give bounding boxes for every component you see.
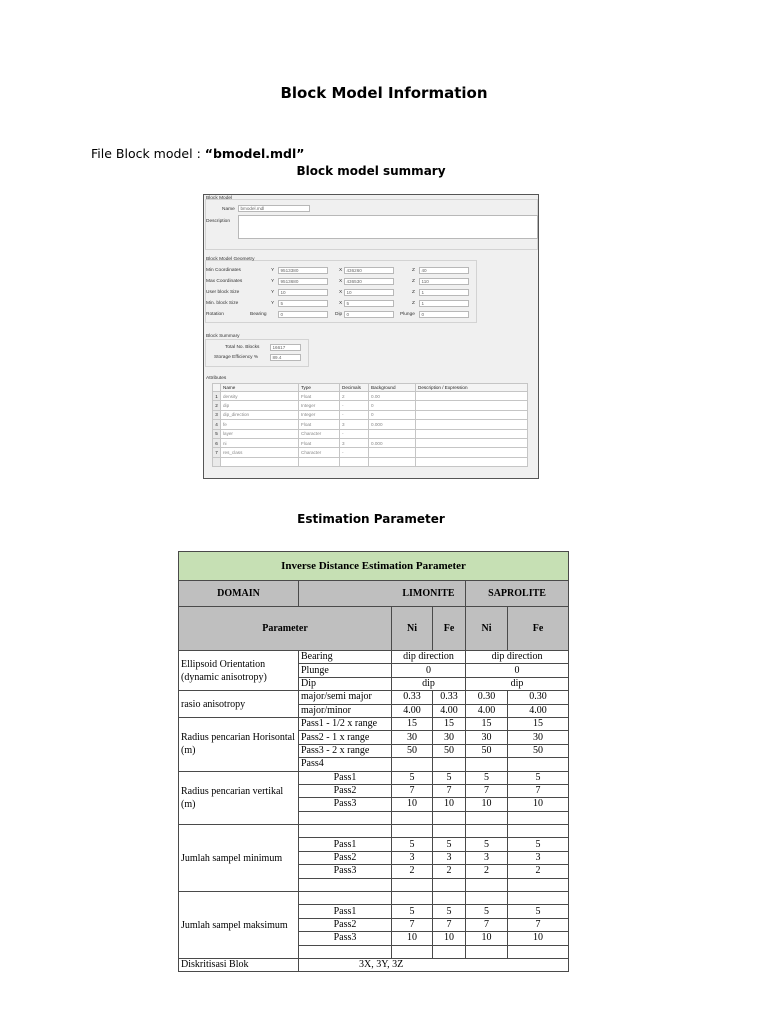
saprolite-fe-value <box>508 892 569 905</box>
attributes-label: Attributes <box>206 376 227 381</box>
attributes-table <box>212 383 528 467</box>
limonite-fe-value: 30 <box>433 731 466 744</box>
saprolite-ni-value <box>466 892 508 905</box>
attribute-name: ni <box>221 438 299 447</box>
saprolite-fe-value: 7 <box>508 784 569 797</box>
attribute-background: 0 <box>369 410 416 419</box>
saprolite-fe-value: 4.00 <box>508 704 569 717</box>
attribute-decimals: - <box>340 448 369 457</box>
x-axis-label: X <box>339 290 343 295</box>
parameter-sub: Pass1 <box>299 771 392 784</box>
estimation-title-row <box>179 552 569 581</box>
summary-title: Block model summary <box>296 164 446 178</box>
attribute-row[interactable] <box>213 401 528 410</box>
attribute-name: fe <box>221 420 299 429</box>
attribute-description <box>416 410 528 419</box>
x-value-field[interactable]: 0 <box>344 311 394 318</box>
storage-field[interactable]: 89.4 <box>270 354 301 361</box>
limonite-fe-value <box>433 878 466 891</box>
parameter-sub: Pass4 <box>299 758 392 771</box>
attribute-decimals: - <box>340 429 369 438</box>
attribute-description <box>416 448 528 457</box>
limonite-ni-value: 5 <box>392 771 433 784</box>
limonite-ni-value: 0.33 <box>392 691 433 704</box>
attribute-empty-cell <box>299 457 340 466</box>
attribute-row[interactable] <box>213 420 528 429</box>
saprolite-fe-value: 3 <box>508 851 569 864</box>
limonite-fe-value: 50 <box>433 744 466 757</box>
name-field[interactable]: bmodel.mdl <box>238 205 310 212</box>
y-value-field[interactable]: 10 <box>278 289 328 296</box>
z-axis-label: Z <box>412 301 415 306</box>
z-value-field[interactable]: 1 <box>419 300 469 307</box>
y-axis-label: Y <box>271 290 275 295</box>
y-value-field[interactable]: 0 <box>278 311 328 318</box>
saprolite-ni-value: 30 <box>466 731 508 744</box>
limonite-ni-value: 10 <box>392 932 433 945</box>
saprolite-fe-value <box>508 945 569 958</box>
geometry-row-label: Min. block Size <box>206 301 239 306</box>
saprolite-ni-value <box>466 811 508 824</box>
limonite-fe-value <box>433 945 466 958</box>
limonite-fe-value: 3 <box>433 851 466 864</box>
limonite-fe-value <box>433 811 466 824</box>
limonite-ni-value: 7 <box>392 784 433 797</box>
x-value-field[interactable]: 5 <box>344 300 394 307</box>
saprolite-value: 0 <box>466 664 569 677</box>
limonite-ni-value: 50 <box>392 744 433 757</box>
max-sample-row <box>179 892 569 905</box>
saprolite-fe-value: 10 <box>508 798 569 811</box>
attribute-background: 0.000 <box>369 438 416 447</box>
parameter-sub <box>299 825 392 838</box>
attribute-row[interactable] <box>213 429 528 438</box>
parameter-sub: Pass2 - 1 x range <box>299 731 392 744</box>
x-value-field[interactable]: 436530 <box>344 278 394 285</box>
attribute-row[interactable] <box>213 410 528 419</box>
attribute-empty-cell <box>221 457 299 466</box>
parameter-sub <box>299 811 392 824</box>
saprolite-ni-value <box>466 758 508 771</box>
attribute-empty-cell <box>369 457 416 466</box>
parameter-sub: Pass2 <box>299 784 392 797</box>
domain-label: DOMAIN <box>179 581 299 607</box>
max-sample-label: Jumlah sampel maksimum <box>179 892 299 959</box>
saprolite-fe-value: 5 <box>508 838 569 851</box>
min-sample-row <box>179 825 569 838</box>
attributes-header-row <box>213 384 528 392</box>
attribute-name: layer <box>221 429 299 438</box>
saprolite-value: dip direction <box>466 651 569 664</box>
estimation-table-title: Inverse Distance Estimation Parameter <box>179 552 569 581</box>
page-title: Block Model Information <box>280 84 488 102</box>
parameter-sub: Pass3 <box>299 932 392 945</box>
z-value-field[interactable]: 110 <box>419 278 469 285</box>
limonite-fe-value: 15 <box>433 717 466 730</box>
limonite-fe-value: 10 <box>433 932 466 945</box>
attribute-background <box>369 429 416 438</box>
domain-spacer <box>299 581 392 607</box>
estimation-table <box>178 551 569 972</box>
saprolite-fe-value: 50 <box>508 744 569 757</box>
attribute-index: 2 <box>213 401 221 410</box>
x-axis-label: X <box>339 301 343 306</box>
attribute-name: density <box>221 392 299 401</box>
limonite-ni-value <box>392 825 433 838</box>
parameter-sub: Pass1 <box>299 838 392 851</box>
rasio-anisotropy-label: rasio anisotropy <box>179 691 299 718</box>
limonite-fe-value: 10 <box>433 798 466 811</box>
y-value-field[interactable]: 9513680 <box>278 278 328 285</box>
attribute-type: Integer <box>299 410 340 419</box>
estimation-title: Estimation Parameter <box>297 512 445 526</box>
limonite-ni-value: 5 <box>392 838 433 851</box>
saprolite-header: SAPROLITE <box>466 581 569 607</box>
geometry-row-label: Max Coordinates <box>206 279 243 284</box>
saprolite-ni-value: 15 <box>466 717 508 730</box>
saprolite-fe-header: Fe <box>508 607 569 651</box>
attribute-row[interactable] <box>213 392 528 401</box>
limonite-ni-value: 5 <box>392 905 433 918</box>
limonite-ni-value <box>392 945 433 958</box>
saprolite-fe-value: 2 <box>508 865 569 878</box>
parameter-row <box>179 607 569 651</box>
attribute-description <box>416 429 528 438</box>
limonite-fe-value: 7 <box>433 784 466 797</box>
attribute-name: dip <box>221 401 299 410</box>
saprolite-fe-value <box>508 811 569 824</box>
saprolite-ni-value <box>466 825 508 838</box>
limonite-fe-header: Fe <box>433 607 466 651</box>
attribute-empty-cell <box>416 457 528 466</box>
saprolite-ni-value: 2 <box>466 865 508 878</box>
parameter-sub: Pass3 - 2 x range <box>299 744 392 757</box>
saprolite-fe-value: 5 <box>508 771 569 784</box>
domain-row <box>179 581 569 607</box>
y-value-field[interactable]: 9513380 <box>278 267 328 274</box>
saprolite-fe-value: 10 <box>508 932 569 945</box>
parameter-sub <box>299 945 392 958</box>
attribute-type: Float <box>299 392 340 401</box>
limonite-fe-value: 2 <box>433 865 466 878</box>
radius-horizontal-row <box>179 717 569 730</box>
attr-header-type[interactable]: Type <box>299 384 340 392</box>
attribute-description <box>416 401 528 410</box>
limonite-fe-value: 4.00 <box>433 704 466 717</box>
parameter-sub: major/minor <box>299 704 392 717</box>
saprolite-ni-value: 7 <box>466 784 508 797</box>
limonite-ni-header: Ni <box>392 607 433 651</box>
attributes-body <box>213 392 528 467</box>
x-value-field[interactable]: 10 <box>344 289 394 296</box>
attribute-description <box>416 392 528 401</box>
attribute-decimals: 3 <box>340 420 369 429</box>
attribute-decimals: - <box>340 410 369 419</box>
attribute-type: Float <box>299 438 340 447</box>
saprolite-value: dip <box>466 677 569 690</box>
attribute-description <box>416 438 528 447</box>
limonite-ni-value <box>392 878 433 891</box>
z-axis-label: Z <box>412 279 415 284</box>
attribute-name: dip_direction <box>221 410 299 419</box>
limonite-fe-value <box>433 758 466 771</box>
attribute-index: 5 <box>213 429 221 438</box>
attribute-index: 7 <box>213 448 221 457</box>
attribute-type: Integer <box>299 401 340 410</box>
x-axis-label: X <box>339 268 343 273</box>
ellipsoid-label: Ellipsoid Orientation (dynamic anisotropy) <box>179 651 299 691</box>
file-name: “bmodel.mdl” <box>204 146 305 161</box>
total-blocks-field[interactable]: 16617 <box>270 344 301 351</box>
x-axis-label: X <box>339 279 343 284</box>
diskritisasi-label: Diskritisasi Blok <box>179 958 299 971</box>
saprolite-ni-value: 5 <box>466 838 508 851</box>
attr-header-description[interactable]: Description / Expression <box>416 384 528 392</box>
limonite-value: dip direction <box>392 651 466 664</box>
radius-horizontal-label: Radius pencarian Horisontal (m) <box>179 717 299 771</box>
limonite-fe-value: 0.33 <box>433 691 466 704</box>
attribute-decimals: - <box>340 401 369 410</box>
attr-header-index <box>213 384 221 392</box>
y-axis-label: Y <box>271 268 275 273</box>
parameter-label: Parameter <box>179 607 392 651</box>
attribute-background: 0 <box>369 401 416 410</box>
ellipsoid-row <box>179 651 569 664</box>
attribute-background: 0.00 <box>369 392 416 401</box>
saprolite-ni-value: 3 <box>466 851 508 864</box>
y-value-field[interactable]: 5 <box>278 300 328 307</box>
x-value-field[interactable]: 436260 <box>344 267 394 274</box>
limonite-fe-value: 5 <box>433 838 466 851</box>
radius-vertical-row <box>179 771 569 784</box>
saprolite-ni-value: 4.00 <box>466 704 508 717</box>
parameter-sub <box>299 878 392 891</box>
limonite-header: LIMONITE <box>392 581 466 607</box>
attribute-empty-row <box>213 457 528 466</box>
file-line <box>91 146 304 161</box>
description-label: Description <box>206 219 230 224</box>
attribute-background: 0.000 <box>369 420 416 429</box>
saprolite-ni-value: 5 <box>466 905 508 918</box>
parameter-sub: Pass1 - 1/2 x range <box>299 717 392 730</box>
saprolite-ni-value: 50 <box>466 744 508 757</box>
z-value-field[interactable]: 0 <box>419 311 469 318</box>
attribute-empty-cell <box>213 457 221 466</box>
parameter-sub: Dip <box>299 677 392 690</box>
attribute-row[interactable] <box>213 448 528 457</box>
saprolite-ni-value: 10 <box>466 932 508 945</box>
saprolite-ni-header: Ni <box>466 607 508 651</box>
limonite-fe-value <box>433 825 466 838</box>
limonite-fe-value: 7 <box>433 918 466 931</box>
parameter-sub: Pass1 <box>299 905 392 918</box>
saprolite-ni-value: 5 <box>466 771 508 784</box>
attribute-background <box>369 448 416 457</box>
attribute-description <box>416 420 528 429</box>
limonite-fe-value <box>433 892 466 905</box>
attribute-decimals: 3 <box>340 438 369 447</box>
attr-header-name[interactable]: Name <box>221 384 299 392</box>
attribute-decimals: 2 <box>340 392 369 401</box>
limonite-ni-value: 15 <box>392 717 433 730</box>
attribute-type: Character <box>299 429 340 438</box>
name-label: Name <box>222 207 235 212</box>
file-label: File Block model : <box>91 146 205 161</box>
limonite-ni-value: 10 <box>392 798 433 811</box>
z-value-field[interactable]: 40 <box>419 267 469 274</box>
limonite-ni-value: 30 <box>392 731 433 744</box>
saprolite-fe-value: 5 <box>508 905 569 918</box>
attr-header-decimals[interactable]: Decimals <box>340 384 369 392</box>
limonite-ni-value <box>392 811 433 824</box>
attribute-index: 6 <box>213 438 221 447</box>
limonite-value: 0 <box>392 664 466 677</box>
description-field[interactable] <box>238 215 538 239</box>
parameter-sub: Bearing <box>299 651 392 664</box>
total-blocks-label: Total No. Blocks <box>225 345 260 350</box>
attribute-name: res_class <box>221 448 299 457</box>
limonite-value: dip <box>392 677 466 690</box>
saprolite-ni-value <box>466 945 508 958</box>
geometry-row-label: Min Coordinates <box>206 268 241 273</box>
storage-label: Storage Efficiency % <box>214 355 259 360</box>
limonite-ni-value: 3 <box>392 851 433 864</box>
z-axis-label: Z <box>412 290 415 295</box>
parameter-sub: Plunge <box>299 664 392 677</box>
estimation-body <box>179 552 569 972</box>
saprolite-ni-value: 7 <box>466 918 508 931</box>
attribute-index: 4 <box>213 420 221 429</box>
y-axis-label: Y <box>271 301 275 306</box>
saprolite-ni-value: 10 <box>466 798 508 811</box>
saprolite-fe-value: 15 <box>508 717 569 730</box>
saprolite-fe-value: 30 <box>508 731 569 744</box>
saprolite-ni-value: 0.30 <box>466 691 508 704</box>
summary-label: Block Summary <box>206 334 240 339</box>
y-axis-label: Y <box>271 279 275 284</box>
geometry-label: Block Model Geometry <box>206 257 255 262</box>
attribute-row[interactable] <box>213 438 528 447</box>
limonite-ni-value <box>392 892 433 905</box>
saprolite-fe-value <box>508 878 569 891</box>
block-model-section-label: Block Model <box>206 196 233 201</box>
geometry-row-label: User block Size <box>206 290 240 295</box>
attribute-empty-cell <box>340 457 369 466</box>
parameter-sub: Pass3 <box>299 865 392 878</box>
limonite-ni-value: 2 <box>392 865 433 878</box>
parameter-sub: Pass2 <box>299 851 392 864</box>
y-axis-label: Bearing <box>250 312 267 317</box>
z-axis-label: Z <box>412 268 415 273</box>
saprolite-fe-value <box>508 758 569 771</box>
parameter-sub: Pass2 <box>299 918 392 931</box>
saprolite-fe-value: 0.30 <box>508 691 569 704</box>
saprolite-fe-value: 7 <box>508 918 569 931</box>
radius-vertical-label: Radius pencarian vertikal (m) <box>179 771 299 825</box>
attribute-type: Float <box>299 420 340 429</box>
attribute-type: Character <box>299 448 340 457</box>
limonite-ni-value <box>392 758 433 771</box>
limonite-ni-value: 7 <box>392 918 433 931</box>
diskritisasi-value: 3X, 3Y, 3Z <box>299 958 569 971</box>
attribute-index: 3 <box>213 410 221 419</box>
z-axis-label: Plunge <box>400 312 415 317</box>
attribute-index: 1 <box>213 392 221 401</box>
geometry-row-label: Rotation <box>206 312 224 317</box>
limonite-ni-value: 4.00 <box>392 704 433 717</box>
parameter-sub <box>299 892 392 905</box>
diskritisasi-row <box>179 958 569 971</box>
attr-header-background[interactable]: Background <box>369 384 416 392</box>
saprolite-fe-value <box>508 825 569 838</box>
min-sample-label: Jumlah sampel minimum <box>179 825 299 892</box>
saprolite-ni-value <box>466 878 508 891</box>
rasio-anisotropy-row <box>179 691 569 704</box>
parameter-sub: Pass3 <box>299 798 392 811</box>
limonite-fe-value: 5 <box>433 905 466 918</box>
x-axis-label: Dip <box>335 312 343 317</box>
limonite-fe-value: 5 <box>433 771 466 784</box>
parameter-sub: major/semi major <box>299 691 392 704</box>
z-value-field[interactable]: 1 <box>419 289 469 296</box>
